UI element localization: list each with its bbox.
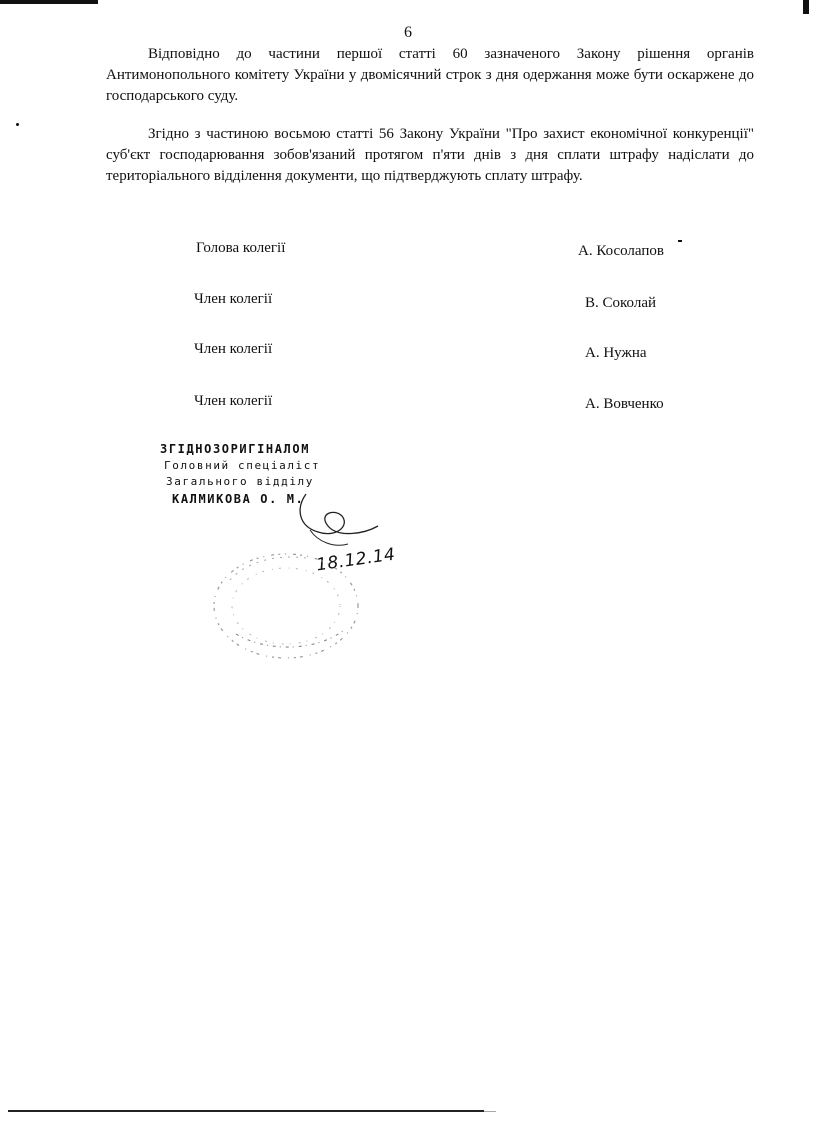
- scan-mark-top-right: [803, 0, 809, 14]
- stamp-line-position: Головний спеціаліст: [164, 459, 321, 472]
- scan-dot: [678, 240, 682, 242]
- scan-mark-top-left: [0, 0, 98, 4]
- scan-dot-left: [16, 123, 19, 126]
- paragraph-appeal: Відповідно до частини першої статті 60 зазначеного Закону рішення органів Антимонопольного комітету України у двомісячний строк з дня одержання може бути оскаржене до господарського суду.: [106, 46, 754, 104]
- stamp-line-certified: ЗГІДНОЗОРИГІНАЛОМ: [160, 442, 311, 456]
- stamp-line-person: КАЛМИКОВА О. М.: [172, 492, 305, 506]
- scan-bottom-line: [8, 1110, 484, 1112]
- signature-title: Член колегії: [194, 291, 273, 307]
- signature-name: А. Нужна: [585, 345, 647, 361]
- stamp-line-department: Загального відділу: [166, 475, 315, 488]
- page-number: 6: [404, 24, 412, 41]
- handwritten-date: 18.12.14: [314, 544, 397, 576]
- signature-title: Член колегії: [194, 341, 273, 357]
- signature-name: В. Соколай: [585, 295, 657, 311]
- paragraph-fine-payment: Згідно з частиною восьмою статті 56 Закону України "Про захист економічної конкуренції" суб'єкт господарювання зобов'язаний протягом п'яти днів з дня сплати штрафу надіслати до територіального відділення документи, що підтверджують сплату штрафу.: [106, 126, 754, 184]
- signature-title: Голова колегії: [196, 240, 286, 256]
- signature-name: А. Косолапов: [578, 243, 664, 259]
- certification-stamp: [158, 442, 398, 672]
- scan-bottom-line-faint: [484, 1111, 496, 1112]
- signature-title: Член колегії: [194, 393, 273, 409]
- signature-name: А. Вовченко: [585, 396, 664, 412]
- round-seal-icon: [206, 544, 366, 664]
